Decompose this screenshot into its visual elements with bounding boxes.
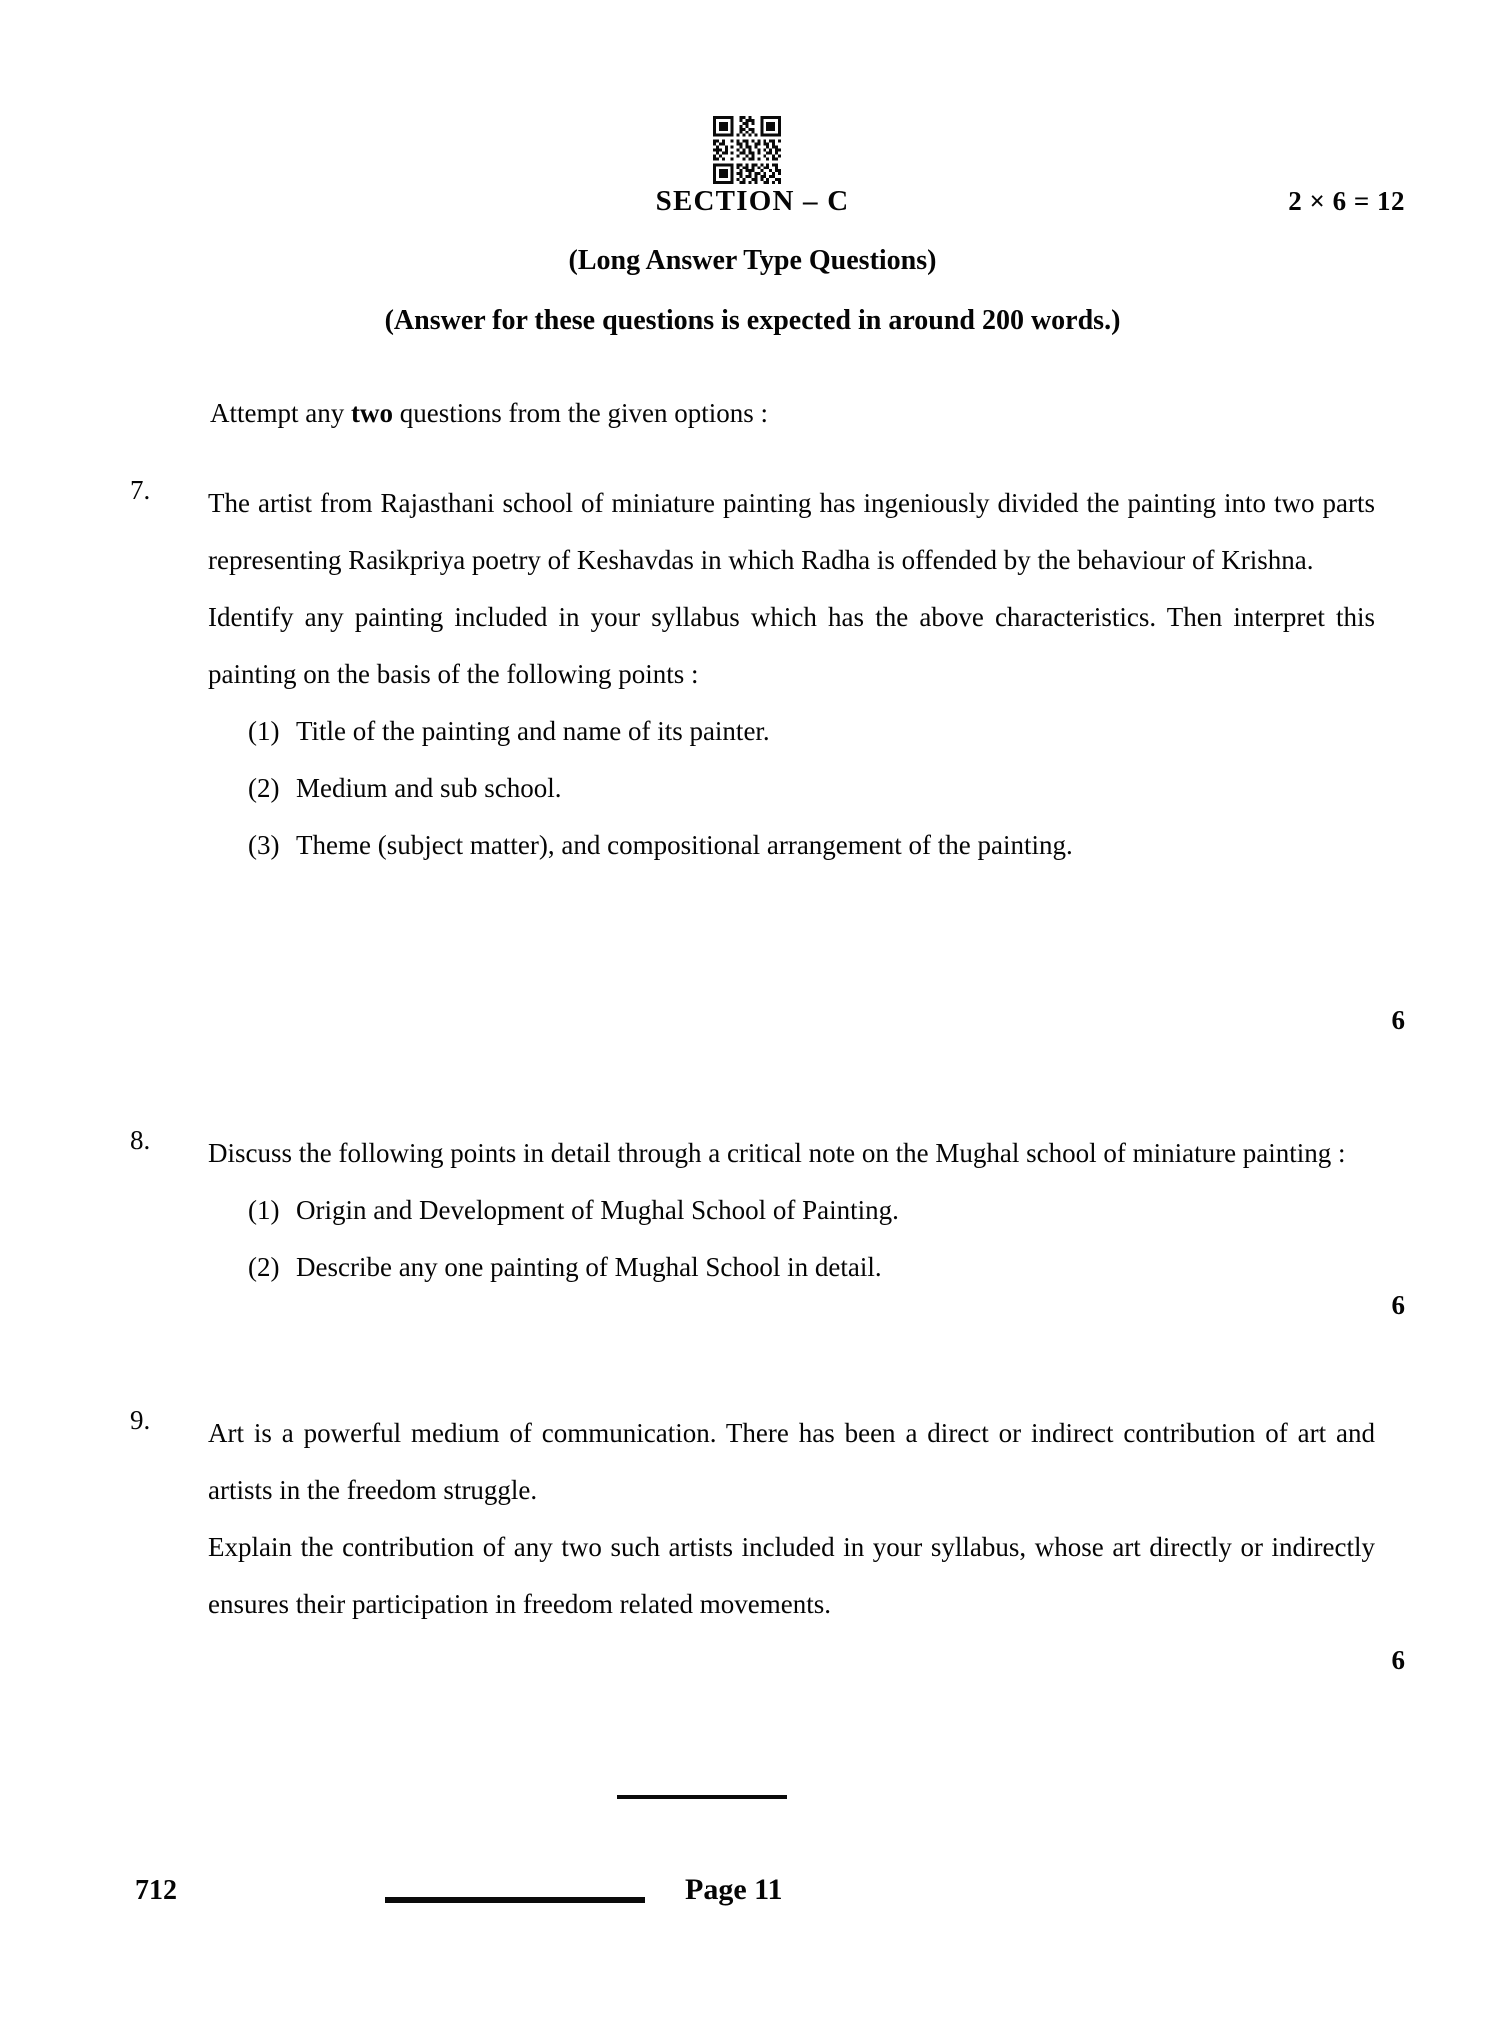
question-block-9 [130, 1405, 1375, 1633]
question-block-7 [130, 475, 1375, 874]
subitem-label: (1) [248, 1195, 280, 1225]
section-subtitle-wordcount: (Answer for these questions is expected in around 200 words.) [384, 305, 1121, 336]
subitem-text: Describe any one painting of Mughal School in detail. [296, 1252, 882, 1282]
qr-code-icon [710, 112, 784, 188]
section-end-rule [617, 1795, 787, 1799]
list-item [208, 817, 1375, 874]
question-number-8: 8. [130, 1125, 151, 1155]
question-body-9 [208, 1405, 1375, 1633]
question-subitem-list-8 [208, 1182, 1375, 1296]
question-paragraph: Identify any painting included in your syllabus which has the above characteristics. Then interpret this painting on the basis of the following points : [208, 602, 1375, 689]
list-item [208, 1239, 1375, 1296]
subitem-label: (2) [248, 773, 280, 803]
question-marks-8: 6 [1391, 1290, 1405, 1320]
paper-code: 712 [135, 1875, 177, 1906]
page-number-label: Page 11 [685, 1873, 783, 1906]
question-marks-9: 6 [1391, 1645, 1405, 1675]
subitem-text: Theme (subject matter), and compositional arrangement of the painting. [296, 830, 1073, 860]
question-body-7 [208, 475, 1375, 874]
question-paragraph: Discuss the following points in detail through a critical note on the Mughal school of miniature painting : [208, 1138, 1346, 1168]
question-marks-7: 6 [1391, 1005, 1405, 1035]
section-marks-formula: 2 × 6 = 12 [1288, 186, 1405, 216]
instruction-text-post: questions from the given options : [392, 398, 768, 428]
question-paragraph: The artist from Rajasthani school of miniature painting has ingeniously divided the painting into two parts representing Rasikpriya poetry of Keshavdas in which Radha is offended by the behaviour of Krishna. [208, 488, 1375, 575]
question-subitem-list-7 [208, 703, 1375, 874]
question-block-8 [130, 1125, 1375, 1296]
subitem-text: Title of the painting and name of its painter. [296, 716, 770, 746]
subitem-label: (3) [248, 830, 280, 860]
list-item [208, 760, 1375, 817]
subitem-label: (2) [248, 1252, 280, 1282]
subitem-text: Medium and sub school. [296, 773, 562, 803]
footer-divider-rule [385, 1897, 645, 1903]
instruction-emphasis: two [350, 398, 393, 428]
question-number-7: 7. [130, 475, 151, 505]
section-title: SECTION – C [655, 185, 850, 217]
question-paragraph: Explain the contribution of any two such artists included in your syllabus, whose art directly or indirectly ensures their participation in freedom related movements. [208, 1532, 1375, 1619]
attempt-instruction [210, 400, 1310, 427]
list-item [208, 1182, 1375, 1239]
subitem-label: (1) [248, 716, 280, 746]
instruction-text-pre: Attempt any [210, 398, 351, 428]
question-body-8 [208, 1125, 1375, 1296]
list-item [208, 703, 1375, 760]
question-paragraph: Art is a powerful medium of communication. There has been a direct or indirect contribution of art and artists in the freedom struggle. [208, 1418, 1375, 1505]
section-subtitle-type: (Long Answer Type Questions) [568, 245, 937, 276]
question-number-9: 9. [130, 1405, 151, 1435]
subitem-text: Origin and Development of Mughal School of Painting. [296, 1195, 899, 1225]
page-footer [0, 1875, 1505, 1935]
